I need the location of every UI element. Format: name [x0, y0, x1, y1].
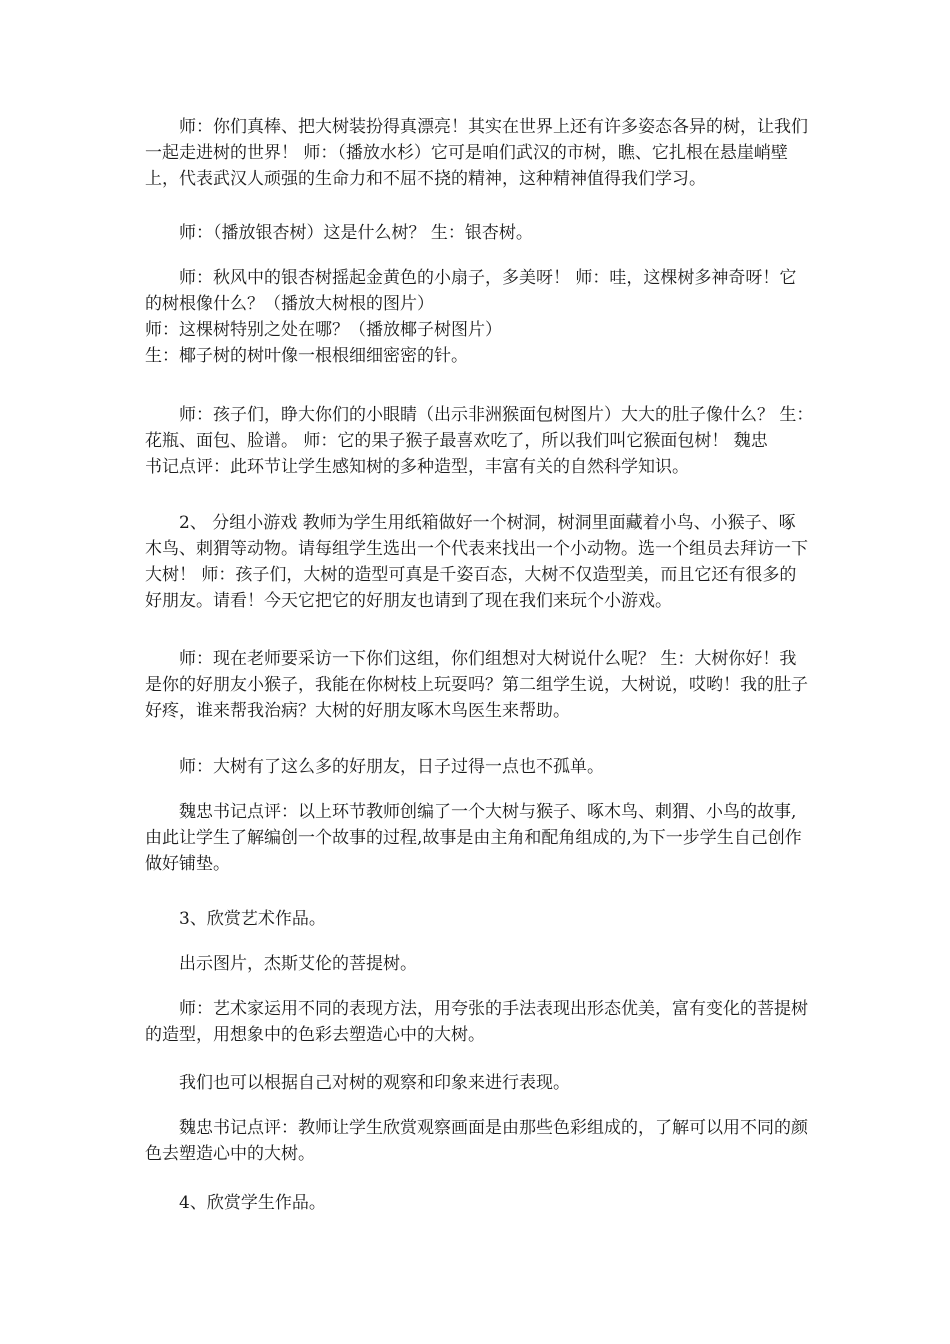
- paragraph-line: 师：现在老师要采访一下你们这组，你们组想对大树说什么呢？ 生：大树你好！我: [179, 649, 797, 669]
- paragraph-group-game: [145, 510, 808, 614]
- paragraph-line: 由此让学生了解编创一个故事的过程,故事是由主角和配角组成的,为下一步学生自己创作: [145, 828, 802, 848]
- paragraph-line: 是你的好朋友小猴子，我能在你树枝上玩耍吗？第二组学生说，大树说，哎哟！我的肚子: [145, 675, 808, 695]
- paragraph-line: 师：孩子们，睁大你们的小眼睛（出示非洲猴面包树图片）大大的肚子像什么？ 生：: [179, 405, 814, 425]
- section-heading-student-works: [145, 1190, 805, 1216]
- paragraph-our-expression: [145, 1070, 805, 1096]
- paragraph-line: 出示图片，杰斯艾伦的菩提树。: [179, 954, 417, 974]
- paragraph-line: 木鸟、刺猬等动物。请每组学生选出一个代表来找出一个小动物。选一个组员去拜访一下: [145, 539, 808, 559]
- paragraph-line: 色去塑造心中的大树。: [145, 1144, 315, 1164]
- paragraph-line: 上，代表武汉人顽强的生命力和不屈不挠的精神，这种精神值得我们学习。: [145, 169, 706, 189]
- paragraph-line: 师：这棵树特别之处在哪？（播放椰子树图片）: [145, 320, 502, 340]
- paragraph-line: 花瓶、面包、脸谱。 师：它的果子猴子最喜欢吃了，所以我们叫它猴面包树！ 魏忠: [145, 431, 768, 451]
- paragraph-not-lonely: [145, 754, 805, 780]
- paragraph-line: 3、欣赏艺术作品。: [179, 909, 326, 929]
- paragraph-line: 师：艺术家运用不同的表现方法，用夸张的手法表现出形态优美，富有变化的菩提树: [179, 999, 808, 1019]
- paragraph-line: 魏忠书记点评：教师让学生欣赏观察画面是由那些色彩组成的，了解可以用不同的颜: [179, 1118, 808, 1138]
- paragraph-ginkgo-question: [145, 220, 805, 246]
- paragraph-line: 师：你们真棒、把大树装扮得真漂亮！其实在世界上还有许多姿态各异的树，让我们: [179, 117, 808, 137]
- paragraph-artist-methods: [145, 996, 808, 1048]
- paragraph-line: 师：大树有了这么多的好朋友，日子过得一点也不孤单。: [179, 757, 604, 777]
- section-heading-art-works: [145, 906, 805, 932]
- paragraph-line: 我们也可以根据自己对树的观察和印象来进行表现。: [179, 1073, 570, 1093]
- paragraph-line: 好朋友。请看！今天它把它的好朋友也请到了现在我们来玩个小游戏。: [145, 591, 672, 611]
- paragraph-trees-of-world: [145, 114, 808, 192]
- paragraph-show-picture: [145, 951, 805, 977]
- paragraph-line: 魏忠书记点评：以上环节教师创编了一个大树与猴子、啄木鸟、刺猬、小鸟的故事,: [179, 802, 797, 822]
- paragraph-line: 4、欣赏学生作品。: [179, 1193, 326, 1213]
- paragraph-line: 大树！ 师：孩子们，大树的造型可真是千姿百态，大树不仅造型美，而且它还有很多的: [145, 565, 797, 585]
- paragraph-line: 书记点评：此环节让学生感知树的多种造型，丰富有关的自然科学知识。: [145, 457, 689, 477]
- paragraph-line: 师：（播放银杏树）这是什么树？ 生：银杏树。: [179, 223, 533, 243]
- paragraph-line: 做好铺垫。: [145, 854, 230, 874]
- paragraph-baobab: [145, 402, 814, 480]
- paragraph-comment-colors: [145, 1115, 808, 1167]
- paragraph-line: 生：椰子树的树叶像一根根细细密密的针。: [145, 346, 468, 366]
- paragraph-line: 的树根像什么？（播放大树根的图片）: [145, 294, 434, 314]
- paragraph-ginkgo-and-roots: [145, 265, 805, 369]
- paragraph-line: 好疼，谁来帮我治病？大树的好朋友啄木鸟医生来帮助。: [145, 701, 570, 721]
- paragraph-line: 一起走进树的世界！ 师：（播放水杉）它可是咱们武汉的市树，瞧、它扎根在悬崖峭壁: [145, 143, 788, 163]
- paragraph-line: 师：秋风中的银杏树摇起金黄色的小扇子，多美呀！ 师：哇，这棵树多神奇呀！它: [179, 268, 797, 288]
- paragraph-interview: [145, 646, 808, 724]
- paragraph-line: 2、 分组小游戏 教师为学生用纸箱做好一个树洞，树洞里面藏着小鸟、小猴子、啄: [179, 513, 796, 533]
- paragraph-comment-story: [145, 799, 805, 877]
- paragraph-line: 的造型，用想象中的色彩去塑造心中的大树。: [145, 1025, 485, 1045]
